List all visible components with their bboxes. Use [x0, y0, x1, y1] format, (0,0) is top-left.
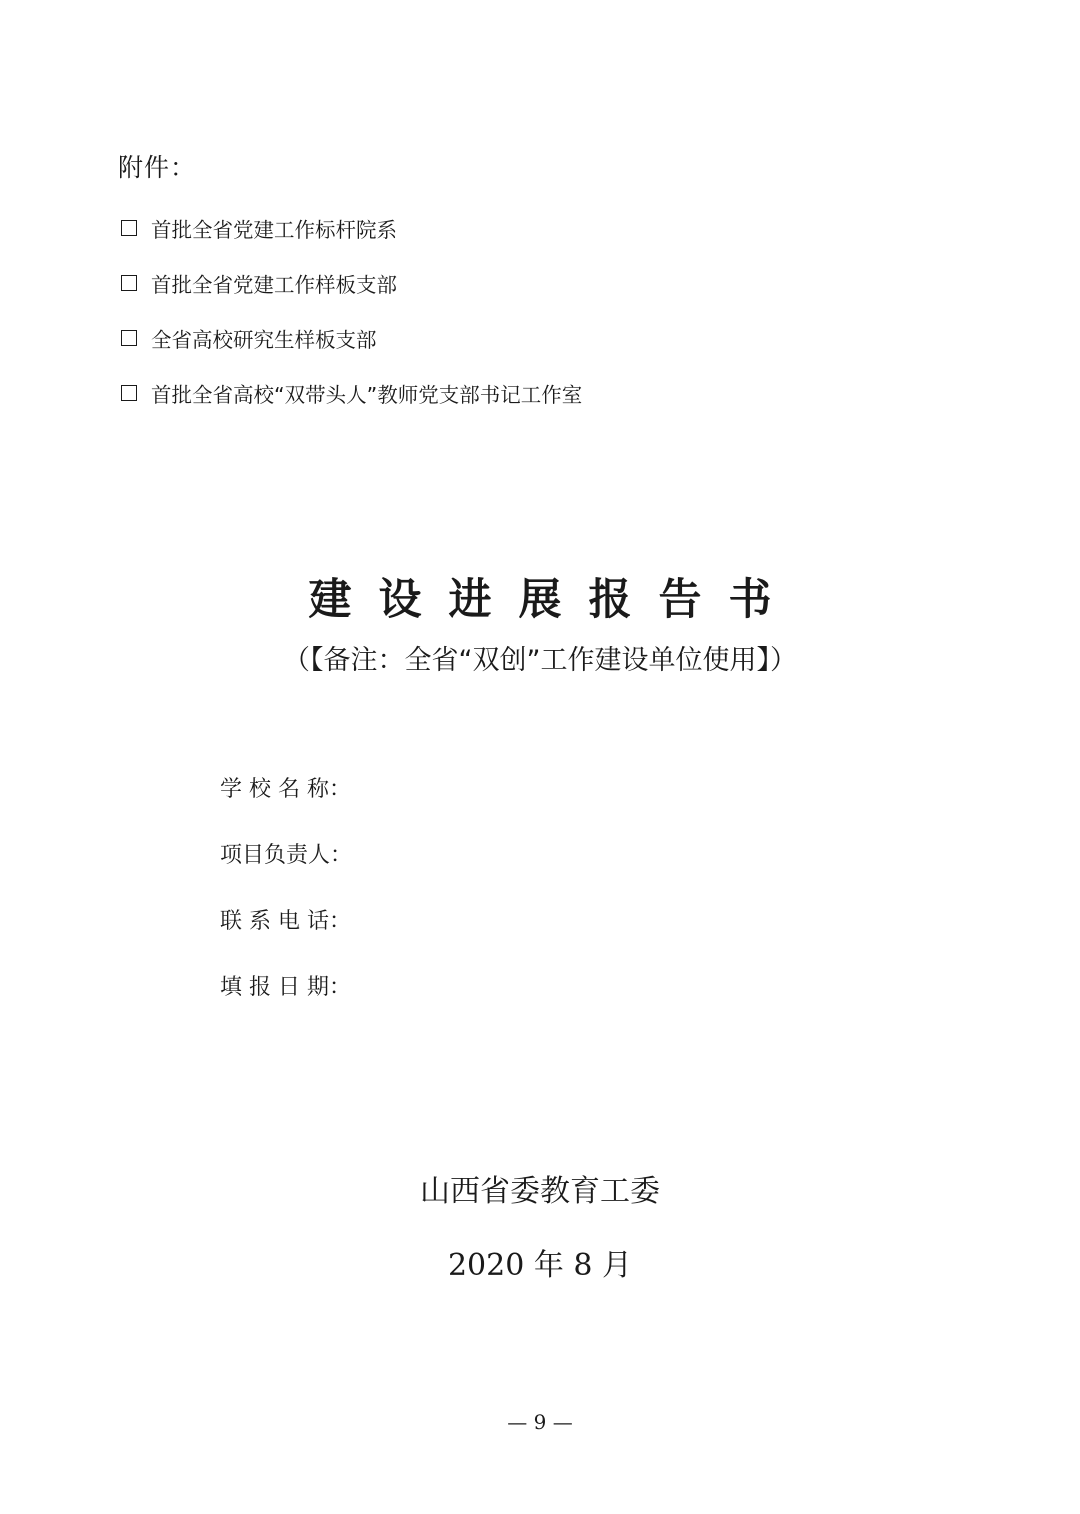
checklist-label: 全省高校研究生样板支部 — [151, 327, 377, 352]
checklist-item[interactable] — [118, 365, 582, 420]
attachment-heading: 附件： — [118, 153, 197, 182]
checklist-label: 首批全省高校“双带头人”教师党支部书记工作室 — [151, 382, 583, 407]
report-note: （【备注：全省“双创”工作建设单位使用】） — [283, 645, 797, 676]
checklist-label: 首批全省党建工作样板支部 — [151, 272, 397, 297]
attachment-checklist — [118, 200, 582, 420]
issuer: 山西省委教育工委 — [420, 1174, 660, 1209]
checkbox-icon[interactable] — [121, 385, 137, 401]
project-leader-field[interactable]: 项目负责人： — [220, 843, 353, 868]
checkbox-icon[interactable] — [121, 330, 137, 346]
checklist-item[interactable] — [118, 310, 582, 365]
checkbox-icon[interactable] — [121, 275, 137, 291]
fill-date-field[interactable]: 填 报 日 期： — [220, 975, 351, 1000]
checklist-item[interactable] — [118, 200, 582, 255]
report-title: 建设进展报告书 — [308, 575, 799, 625]
school-name-field[interactable]: 学 校 名 称： — [220, 777, 351, 802]
page-number: — 9 — — [507, 1410, 573, 1434]
checklist-item[interactable] — [118, 255, 582, 310]
checkbox-icon[interactable] — [121, 220, 137, 236]
contact-phone-field[interactable]: 联 系 电 话： — [220, 909, 351, 934]
form-fields — [220, 770, 352, 1034]
issue-date: 2020 年 8 月 — [447, 1248, 633, 1283]
checklist-label: 首批全省党建工作标杆院系 — [151, 217, 397, 242]
